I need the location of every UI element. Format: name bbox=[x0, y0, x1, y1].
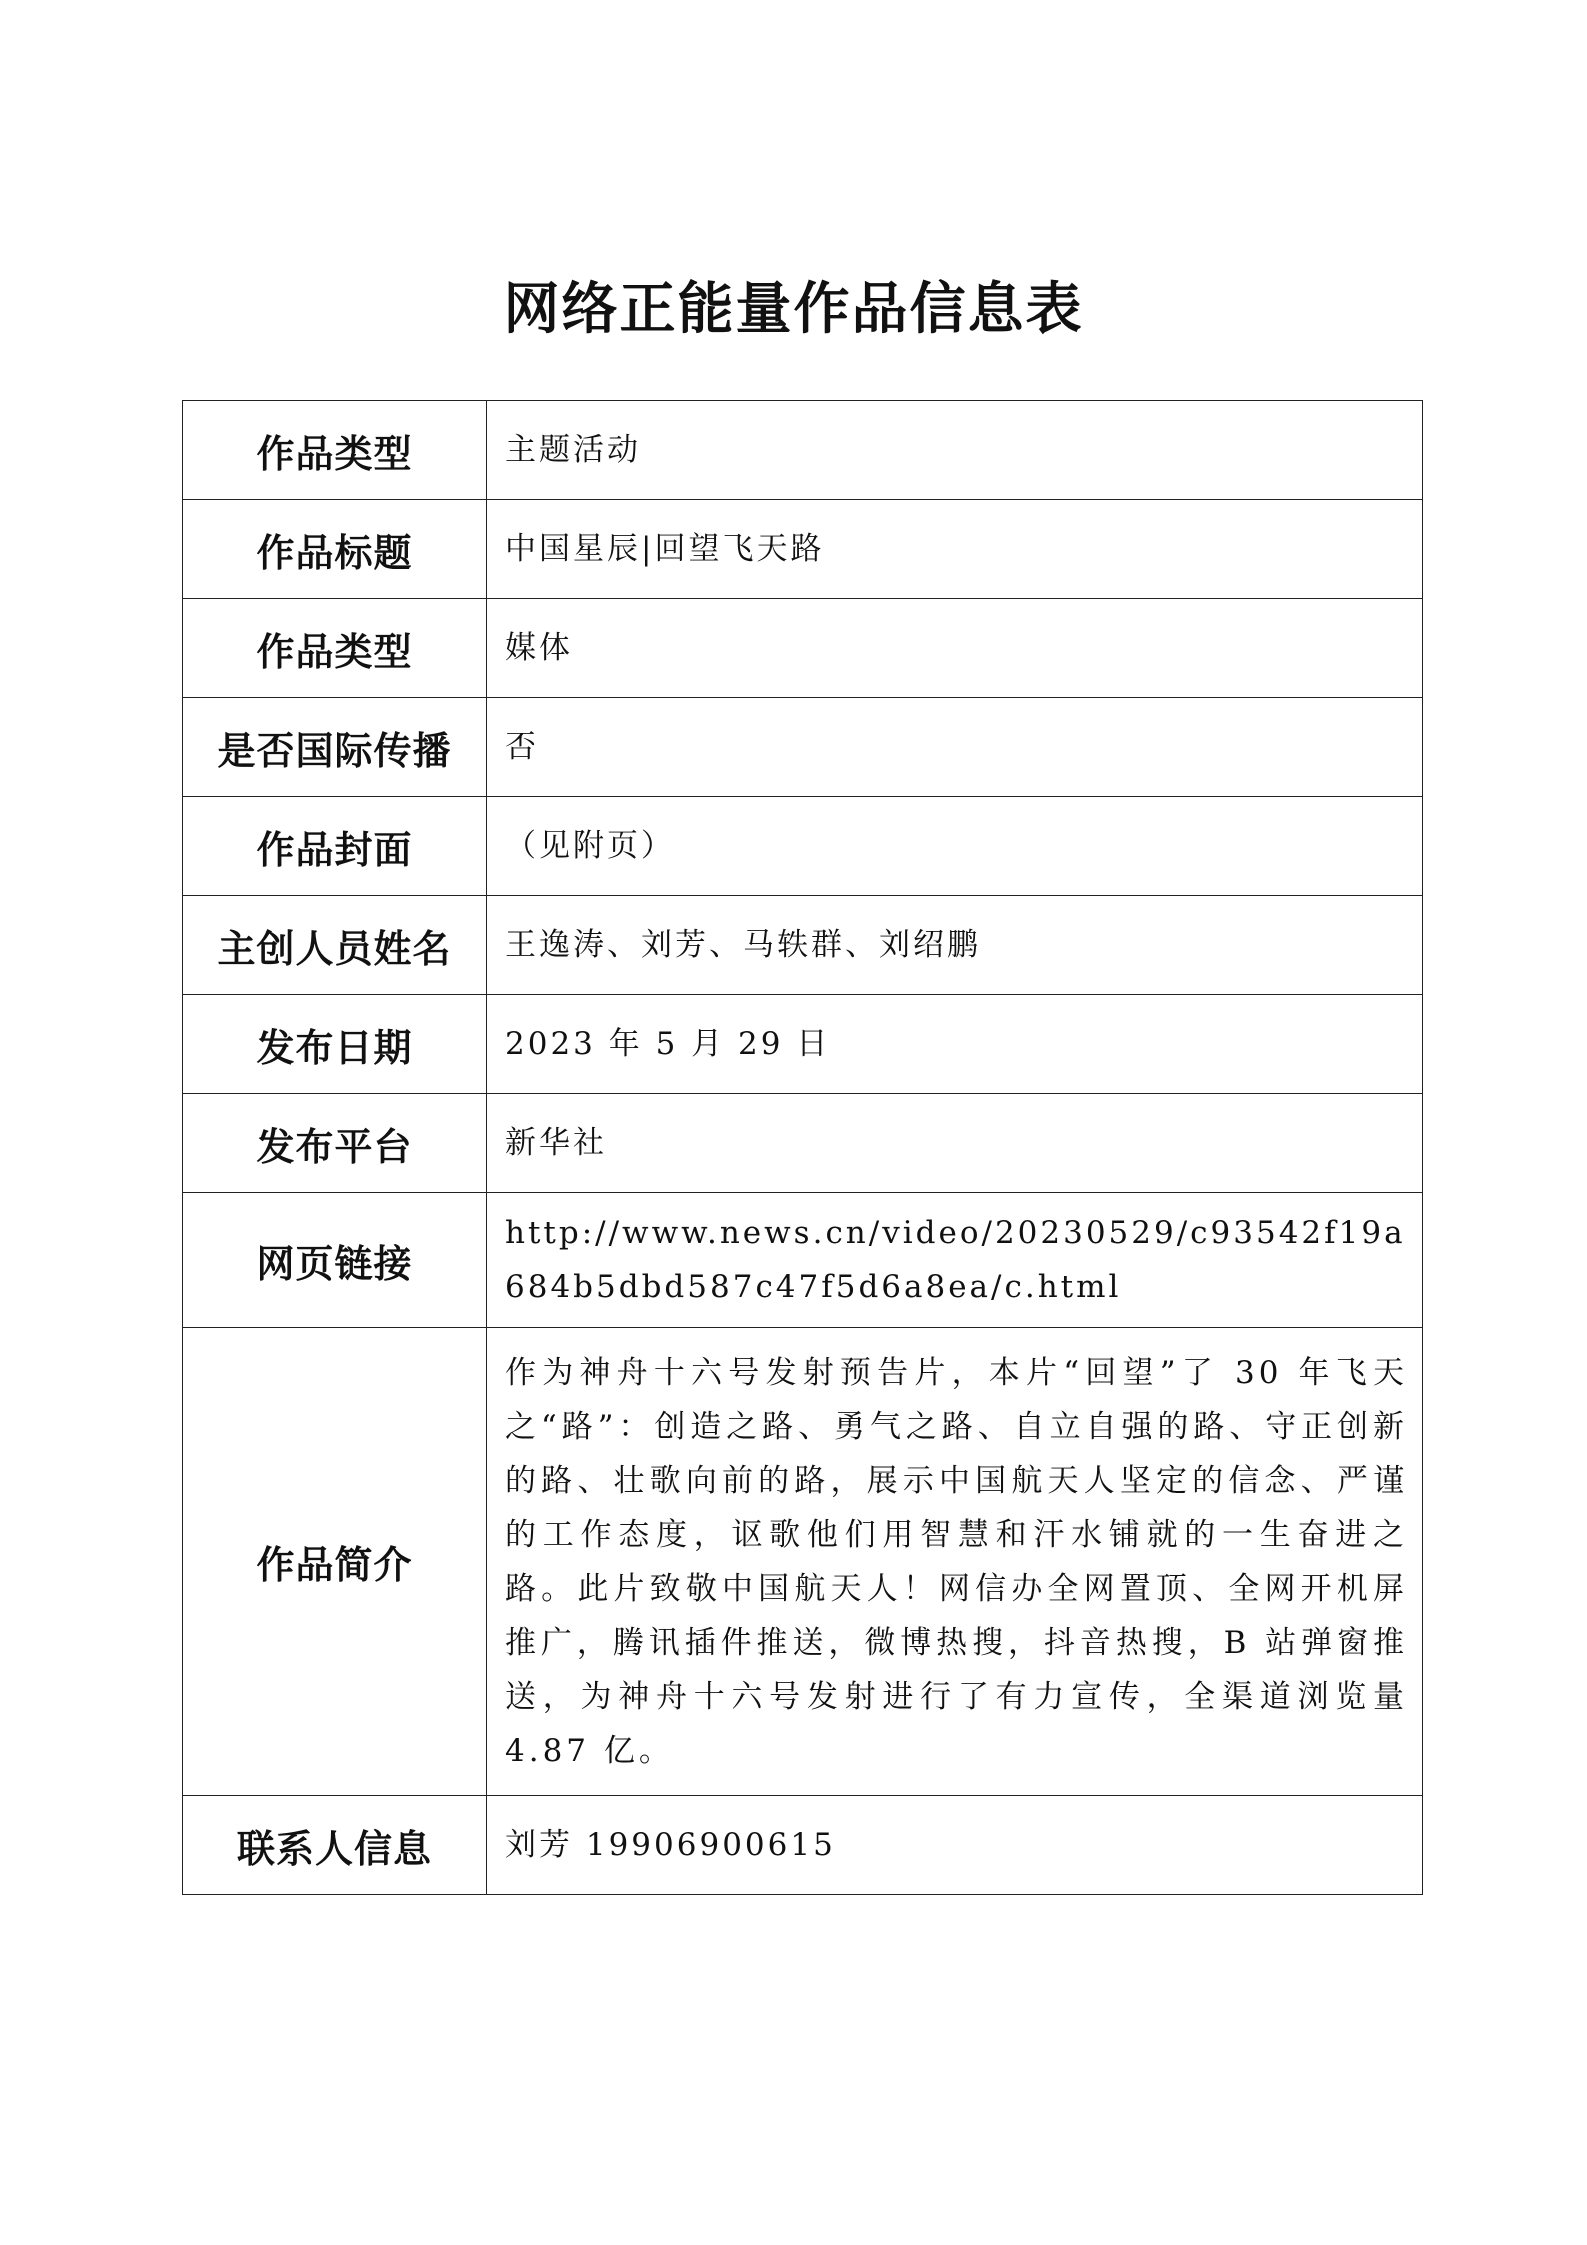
row-label: 发布日期 bbox=[183, 995, 487, 1094]
row-label: 主创人员姓名 bbox=[183, 896, 487, 995]
row-label: 作品简介 bbox=[183, 1328, 487, 1796]
row-value: （见附页） bbox=[487, 797, 1423, 896]
row-value: 主题活动 bbox=[487, 401, 1423, 500]
row-value: 刘芳 19906900615 bbox=[487, 1796, 1423, 1895]
row-value: 王逸涛、刘芳、马轶群、刘绍鹏 bbox=[487, 896, 1423, 995]
info-table bbox=[182, 400, 1423, 1895]
table-row-summary bbox=[183, 1328, 1423, 1796]
row-label: 作品类型 bbox=[183, 401, 487, 500]
table-row-publish-date bbox=[183, 995, 1423, 1094]
table-row-work-title bbox=[183, 500, 1423, 599]
row-value: 中国星辰|回望飞天路 bbox=[487, 500, 1423, 599]
table-row-web-link bbox=[183, 1193, 1423, 1328]
web-link[interactable]: http://www.news.cn/video/20230529/c93542f19a684b5dbd587c47f5d6a8ea/c.html bbox=[487, 1193, 1423, 1328]
row-label: 联系人信息 bbox=[183, 1796, 487, 1895]
row-label: 发布平台 bbox=[183, 1094, 487, 1193]
row-value: 新华社 bbox=[487, 1094, 1423, 1193]
table-row-contact bbox=[183, 1796, 1423, 1895]
table-row-cover bbox=[183, 797, 1423, 896]
row-value: 媒体 bbox=[487, 599, 1423, 698]
page-title: 网络正能量作品信息表 bbox=[503, 277, 1084, 342]
row-label: 是否国际传播 bbox=[183, 698, 487, 797]
row-label: 作品标题 bbox=[183, 500, 487, 599]
row-value: 否 bbox=[487, 698, 1423, 797]
table-row-international bbox=[183, 698, 1423, 797]
row-value: 2023 年 5 月 29 日 bbox=[487, 995, 1423, 1094]
table-row-creators bbox=[183, 896, 1423, 995]
row-value: 作为神舟十六号发射预告片，本片“回望”了 30 年飞天之“路”：创造之路、勇气之路、自立自强的路、守正创新的路、壮歌向前的路，展示中国航天人坚定的信念、严谨的工作态度，讴歌他们用智慧和汗水铺就的一生奋进之路。此片致敬中国航天人！网信办全网置顶、全网开机屏推广，腾讯插件推送，微博热搜，抖音热搜，B 站弹窗推送，为神舟十六号发射进行了有力宣传，全渠道浏览量 4.87 亿。 bbox=[487, 1328, 1423, 1796]
table-row-platform bbox=[183, 1094, 1423, 1193]
row-label: 网页链接 bbox=[183, 1193, 487, 1328]
table-row-work-type bbox=[183, 401, 1423, 500]
row-label: 作品类型 bbox=[183, 599, 487, 698]
row-label: 作品封面 bbox=[183, 797, 487, 896]
table-row-work-category bbox=[183, 599, 1423, 698]
